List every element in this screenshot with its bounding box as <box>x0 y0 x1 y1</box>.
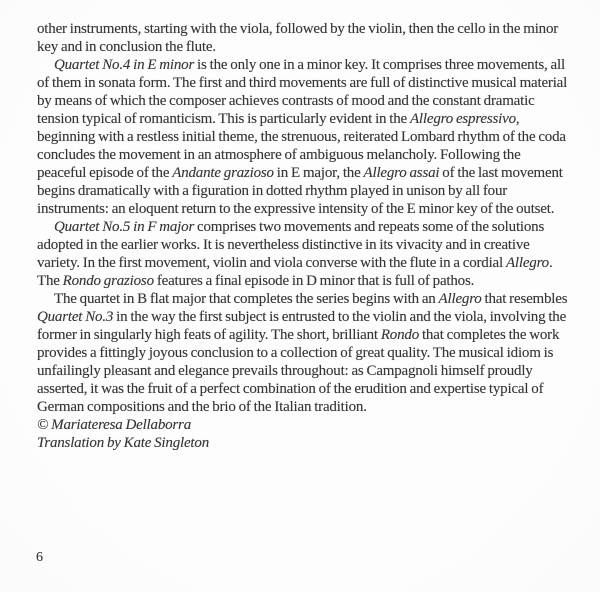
text-run: Allegro assai <box>363 165 440 181</box>
text-run: comprises two movements and repeats some of the solutions adopted in the earlier works. It is nevertheless distinctive in its vivacity and in creative variety. In the first movement, violin and viola converse with the flute in a cordial <box>37 219 545 271</box>
paragraphs <box>37 20 571 416</box>
text-run: Rondo <box>380 327 420 343</box>
text-run: that completes the work provides a fittingly joyous conclusion to a collection of great quality. The musical idiom is unfailingly pleasant and elegance prevails throughout: as Campagnoli himself proudly asserted, it was the fruit of a perfect combination of the erudition and expertise typical of German compositions and the brio of the Italian tradition. <box>37 327 560 415</box>
text-run: Quartet No.5 in F major <box>54 219 195 235</box>
paragraph <box>37 56 571 218</box>
text-run: Quartet No.4 in E minor <box>54 57 195 73</box>
text-run: of the last movement begins dramatically with a figuration in dotted rhythm played in unison by all four instruments: an eloquent return to the expressive intensity of the E minor key of the outset. <box>37 165 563 217</box>
page-number: 6 <box>36 550 43 565</box>
credit-line: © Mariateresa Dellaborra <box>37 417 191 433</box>
credits <box>37 416 571 452</box>
paragraph <box>37 290 571 416</box>
text-run: , beginning with a restless initial theme, the strenuous, reiterated Lombard rhythm of the coda concludes the movement in an atmosphere of ambiguous melancholy. Following the peaceful episode of the <box>37 111 566 181</box>
text-run: Quartet No.3 <box>37 309 114 325</box>
text-run: that resembles <box>481 291 568 307</box>
text-run: in E major, the <box>273 165 364 181</box>
credit-line: Translation by Kate Singleton <box>37 435 209 451</box>
text-run: Allegro <box>505 255 549 271</box>
text-run: Allegro <box>438 291 482 307</box>
text-run: Allegro espressivo <box>409 111 516 127</box>
body-text <box>37 20 571 452</box>
text-run: Rondo grazioso <box>62 273 154 289</box>
text-run: in the way the first subject is entrusted to the violin and the viola, involving the former in singularly high feats of agility. The short, brilliant <box>37 309 567 343</box>
text-run: . The <box>37 255 553 289</box>
text-run: The quartet in B flat major that completes the series begins with an <box>54 291 439 307</box>
text-run: is the only one in a minor key. It comprises three movements, all of them in sonata form. The first and third movements are full of distinctive musical material by means of which the composer achieves contrasts of mood and the constant dramatic tension typical of romanticism. This is particularly evident in the <box>37 57 568 127</box>
text-run: other instruments, starting with the viola, followed by the violin, then the cello in the minor key and in conclusion the flute. <box>37 21 559 55</box>
paragraph <box>37 218 571 290</box>
text-run: Andante grazioso <box>172 165 274 181</box>
text-run: features a final episode in D minor that is full of pathos. <box>153 273 475 289</box>
paragraph <box>37 20 571 56</box>
